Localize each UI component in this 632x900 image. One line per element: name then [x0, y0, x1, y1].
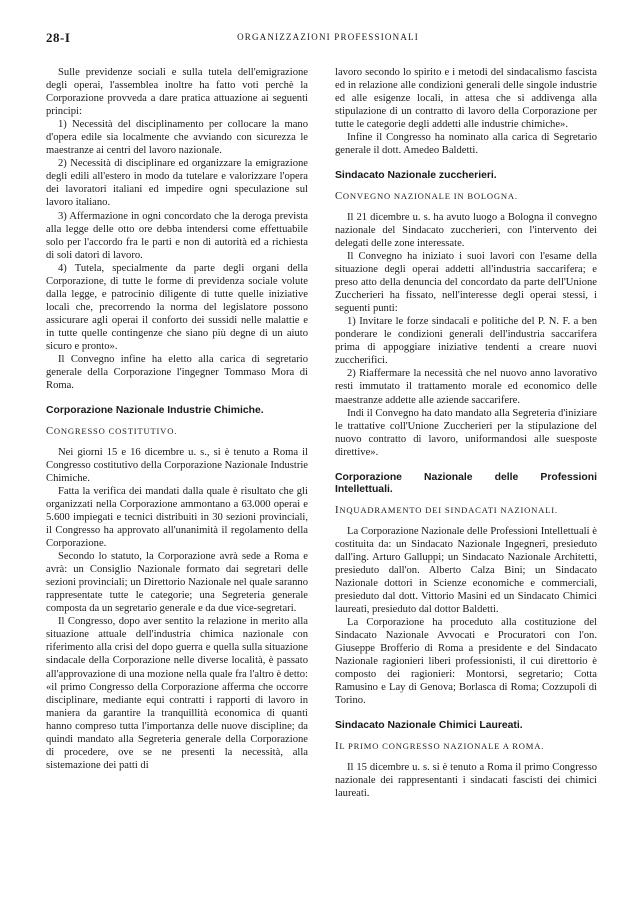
paragraph: Secondo lo statuto, la Corporazione avrà sede a Roma e avrà: un Consiglio Nazionale formato dai segretari delle sezioni provinciali; un Direttorio Nazionale nel quale saranno rappresentate tutte le categorie; una Segreteria generale composta da un segretario generale e da due vice-segretari. [46, 551, 308, 615]
section-title: Sindacato Nazionale zuccherieri. [335, 170, 497, 182]
paragraph: 1) Invitare le forze sindacali e politiche del P. N. F. a ben ponderare le condizioni generali dell'industria saccarifera prima di appoggiare iniziative tendenti a creare nuovi zuccherifici. [335, 316, 597, 367]
paragraph: Il Congresso, dopo aver sentito la relazione in merito alla situazione attuale dell'industria chimica nazionale con riferimento alla crisi del dopo guerra e quella sulla situazione sindacale della Corporazione nelle diverse località, è passato all'approvazione di una mozione nella quale fra l'altro è detto: «il primo Congresso della Corporazione afferma che occorre disciplinare, mediante equi contratti i rapporti di lavoro in maniera da garantire la tranquillità economica di quanti hanno compreso tutta l'importanza delle nuove discipline; da quindi mandato alla Segreteria generale della Corporazione di procedere, ove se ne presenti la necessità, alla sistemazione dei patti di [46, 616, 308, 771]
page-header [46, 30, 610, 46]
section-subtitle: INQUADRAMENTO DEI SINDACATI NAZIONALI. [335, 504, 558, 516]
paragraph: 4) Tutela, specialmente da parte degli organi della Corporazione, di tutte le forme di previdenza sociale volute dalla legge, e patrocinio diligente di tutte quelle iniziative locali che, precorrendo la norma del legislatore possono assicurare agli operai il conforto dei sussidi nelle malattie e in tutte quelle contingenze che siano più degne di un aiuto sicuro e pronto». [46, 262, 308, 352]
paragraph: Nei giorni 15 e 16 dicembre u. s., si è tenuto a Roma il Congresso costitutivo della Corporazione Nazionale Industrie Chimiche. [46, 446, 308, 484]
paragraph: 3) Affermazione in ogni concordato che la deroga prevista alla legge delle otto ore debba intendersi come effettuabile solo per l'accordo fra le parti e non di autorità ed a richiesta di soli datori di lavoro. [46, 210, 308, 261]
section-title: Corporazione Nazionale delle Professioni Intellettuali. [335, 471, 597, 496]
paragraph: 2) Riaffermare la necessità che nel nuovo anno lavorativo resti immutato il trattamento morale ed economico delle maestranze addette alle aziende saccarifere. [335, 368, 597, 406]
paragraph: 2) Necessità di disciplinare ed organizzare la emigrazione degli edili all'estero in modo da tutelare e valorizzare l'opera dei lavoratori italiani ed impedire ogni speculazione sul lavoro italiano. [46, 158, 308, 209]
paragraph: lavoro secondo lo spirito e i metodi del sindacalismo fascista ed in relazione alle condizioni generali delle singole industrie ed alle esigenze locali, in attesa che si addivenga alla stipulazione di un contratto di lavoro della Corporazione per tutte le categorie degli addetti alle industrie chimiche». [335, 67, 597, 131]
paragraph: 1) Necessità del disciplinamento per collocare la mano d'opera edile sia localmente che avviando con sicurezza le maestranze ai centri del lavoro nazionale. [46, 119, 308, 157]
paragraph: Il 21 dicembre u. s. ha avuto luogo a Bologna il convegno nazionale del Sindacato zuccherieri, con l'intervento dei delegati delle zone interessate. [335, 211, 597, 249]
paragraph: La Corporazione Nazionale delle Professioni Intellettuali è costituita da: un Sindacato Nazionale Ingegneri, presieduto dall'ing. Arturo Galluppi; un Sindacato Nazionale Architetti, presieduto dall'on. Alberto Calza Bini; un Sindacato Nazionale dottori in Scienze economiche e commerciali, presieduto dal dott. Vittorio Masini ed un Sindacato Chimici laureati, presieduto dal dottor Baldetti. [335, 525, 597, 616]
page-number: 28-I [46, 30, 71, 45]
right-column [335, 66, 597, 800]
paragraph: Il Convegno ha iniziato i suoi lavori con l'esame della situazione degli operai addetti all'industria saccarifera; e preso atto della denuncia del concordato da parte dell'Unione Zuccherieri ha fissato, nell'interesse degli operai stessi, i seguenti punti: [335, 251, 597, 315]
section-subtitle: IL PRIMO CONGRESSO NAZIONALE A ROMA. [335, 740, 545, 752]
paragraph: Indi il Convegno ha dato mandato alla Segreteria d'iniziare le trattative coll'Unione Zuccherieri per la stipulazione del nuovo contratto di lavoro, uniformandosi alle suesposte direttive». [335, 407, 597, 458]
paragraph: Sulle previdenze sociali e sulla tutela dell'emigrazione degli operai, l'assemblea inoltre ha fatto voti perchè la Corporazione provveda a dare pratica attuazione ai seguenti principi: [46, 67, 308, 118]
section-subtitle: CONVEGNO NAZIONALE IN BOLOGNA. [335, 190, 518, 202]
section-subtitle: CONGRESSO COSTITUTIVO. [46, 425, 178, 437]
running-title: ORGANIZZAZIONI PROFESSIONALI [237, 32, 419, 42]
left-column [46, 66, 308, 772]
paragraph: Il Convegno infine ha eletto alla carica di segretario generale della Corporazione l'ingegner Tommaso Mora di Roma. [46, 354, 308, 392]
paragraph: Infine il Congresso ha nominato alla carica di Segretario generale il dott. Amedeo Baldetti. [335, 132, 597, 157]
paragraph: Fatta la verifica dei mandati dalla quale è risultato che gli organizzati nella Corporazione ammontano a 63.000 operai e 5.600 impiegati e tecnici distribuiti in 30 sezioni provinciali, il Congresso ha approvato all'unanimità il regolamento della Corporazione. [46, 485, 308, 550]
section-title: Corporazione Nazionale Industrie Chimiche. [46, 405, 264, 417]
paragraph: La Corporazione ha proceduto alla costituzione del Sindacato Nazionale Avvocati e Procuratori con l'on. Giuseppe Brofferio di Roma a presidente e del Sindacato Nazionale ragionieri liberi professionisti, il cui direttorio è composto dei ragionieri: Montorsi, segretario; Cotta Ramusino e Lay di Genova; Borlasca di Roma; Cozzupoli di Torino. [335, 617, 597, 707]
paragraph: Il 15 dicembre u. s. si è tenuto a Roma il primo Congresso nazionale dei rappresentanti i sindacati fascisti dei chimici laureati. [335, 762, 597, 800]
section-title: Sindacato Nazionale Chimici Laureati. [335, 720, 523, 732]
